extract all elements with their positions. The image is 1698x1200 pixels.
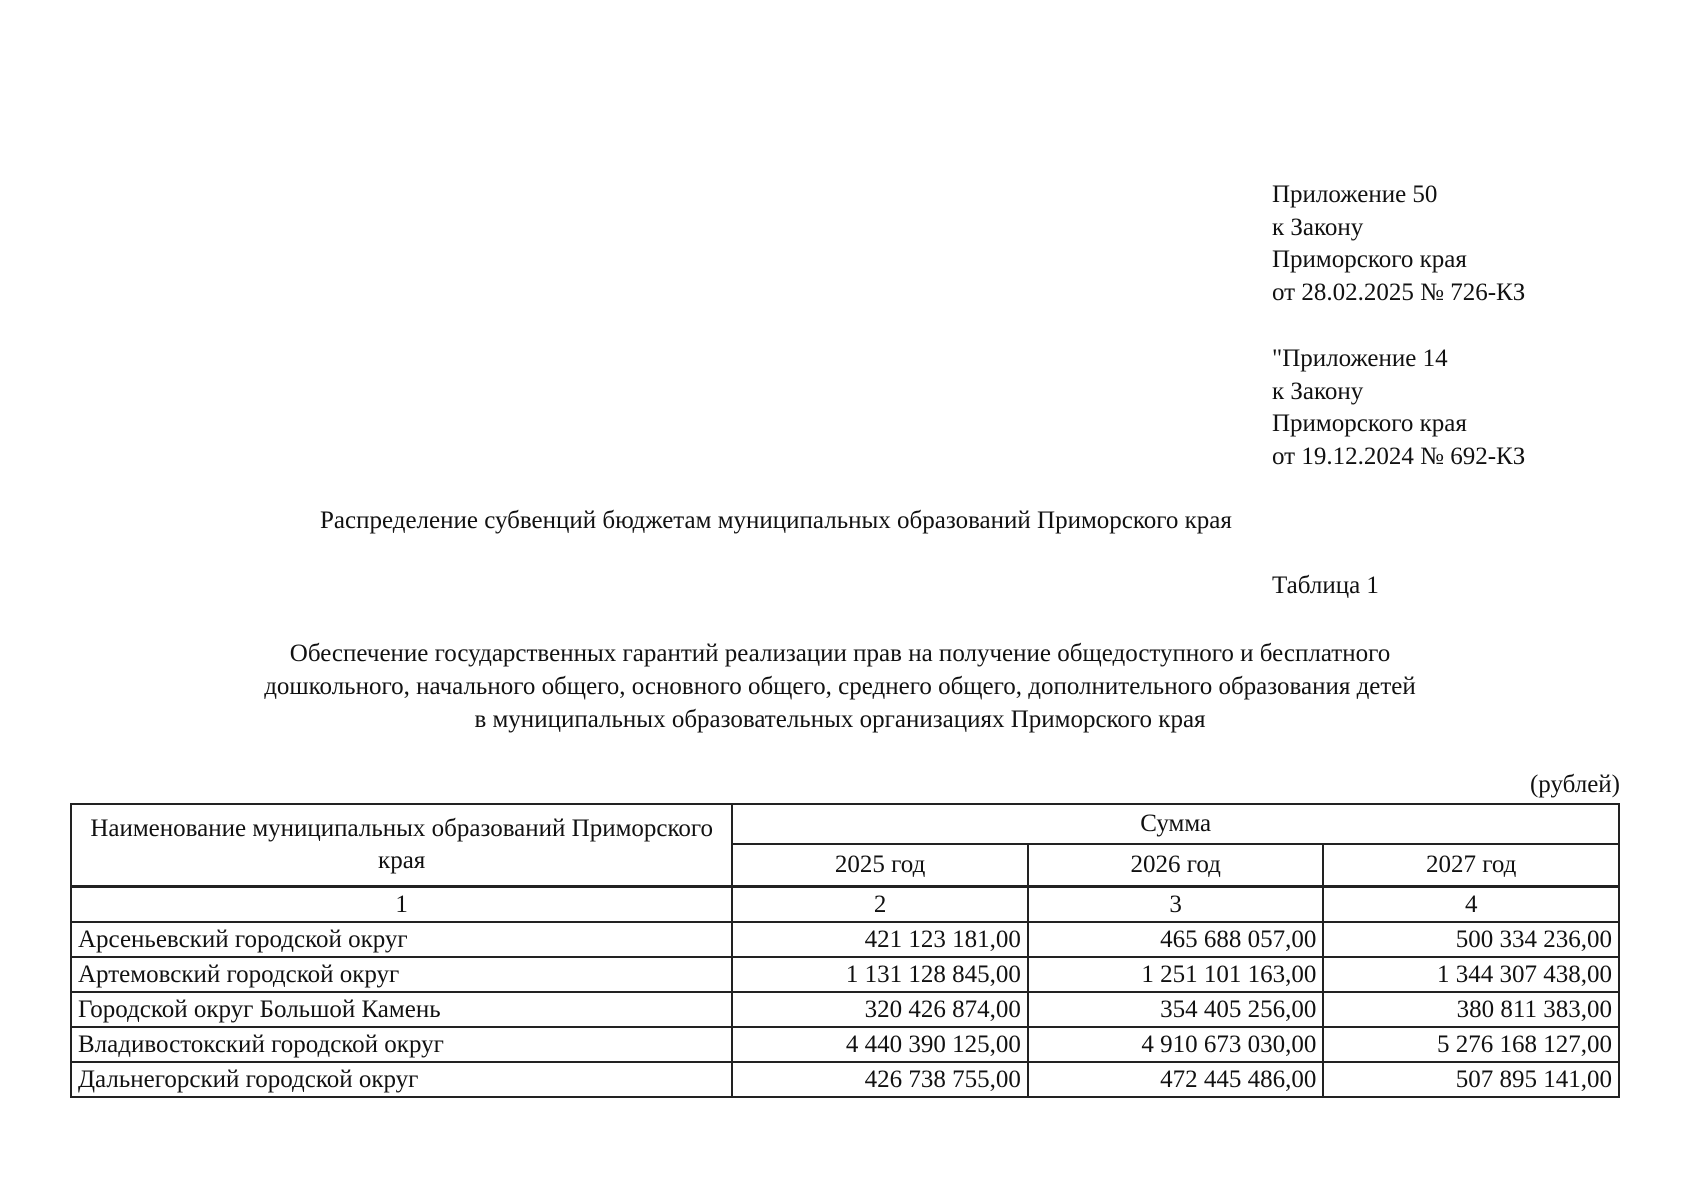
subtitle-line-2: дошкольного, начального общего, основного общего, среднего общего, дополнительного образования детей [264,673,1416,700]
appendix-50-date: от 28.02.2025 № 726-КЗ [1272,278,1526,306]
amount-2025: 4 440 390 125,00 [732,1027,1028,1062]
appendix-14-law: к Закону [1272,377,1364,405]
header-year-2026: 2026 год [1028,844,1324,887]
amount-2025: 426 738 755,00 [732,1062,1028,1097]
municipality-name: Владивостокский городской округ [71,1027,732,1062]
amount-2027: 500 334 236,00 [1323,922,1619,957]
municipality-name: Дальнегорский городской округ [71,1062,732,1097]
column-number: 1 [71,887,732,923]
table-subtitle [150,637,1530,736]
amount-2026: 1 251 101 163,00 [1028,957,1324,992]
table-row [71,957,1619,992]
subtitle-line-1: Обеспечение государственных гарантий реализации прав на получение общедоступного и бесплатного [289,640,1391,667]
amount-2027: 5 276 168 127,00 [1323,1027,1619,1062]
column-number: 2 [732,887,1028,923]
header-year-2025: 2025 год [732,844,1028,887]
amount-2027: 1 344 307 438,00 [1323,957,1619,992]
amount-2027: 507 895 141,00 [1323,1062,1619,1097]
table-row [71,1027,1619,1062]
subtitle-line-3: в муниципальных образовательных организациях Приморского края [474,706,1206,733]
amount-2025: 320 426 874,00 [732,992,1028,1027]
municipality-name: Арсеньевский городской округ [71,922,732,957]
subvention-table [70,803,1620,1098]
amount-2025: 1 131 128 845,00 [732,957,1028,992]
appendix-14-title: "Приложение 14 [1272,345,1448,372]
document-title: Распределение субвенций бюджетам муниципальных образований Приморского края [320,507,1232,534]
table-row [71,992,1619,1027]
currency-unit: (рублей) [1529,771,1620,798]
amount-2026: 465 688 057,00 [1028,922,1324,957]
table-label: Таблица 1 [1272,572,1379,599]
table-header-row [71,804,1619,844]
amount-2025: 421 123 181,00 [732,922,1028,957]
column-number-row [71,887,1619,923]
column-number: 3 [1028,887,1324,923]
table-row [71,922,1619,957]
appendix-14-region: Приморского края [1272,410,1467,437]
header-year-2027: 2027 год [1323,844,1619,887]
appendix-14-date: от 19.12.2024 № 692-КЗ [1272,442,1526,470]
municipality-name: Артемовский городской округ [71,957,732,992]
amount-2026: 354 405 256,00 [1028,992,1324,1027]
amount-2027: 380 811 383,00 [1323,992,1619,1027]
appendix-50-law: к Закону [1272,213,1364,241]
table-row [71,1062,1619,1097]
header-sum: Сумма [732,804,1619,844]
column-number: 4 [1323,887,1619,923]
appendix-50-title: Приложение 50 [1272,181,1438,208]
amount-2026: 4 910 673 030,00 [1028,1027,1324,1062]
appendix-14-block [1272,343,1525,473]
header-municipality-name: Наименование муниципальных образований Приморского края [71,804,732,887]
appendix-50-region: Приморского края [1272,246,1467,273]
municipality-name: Городской округ Большой Камень [71,992,732,1027]
amount-2026: 472 445 486,00 [1028,1062,1324,1097]
appendix-50-block [1272,179,1525,309]
